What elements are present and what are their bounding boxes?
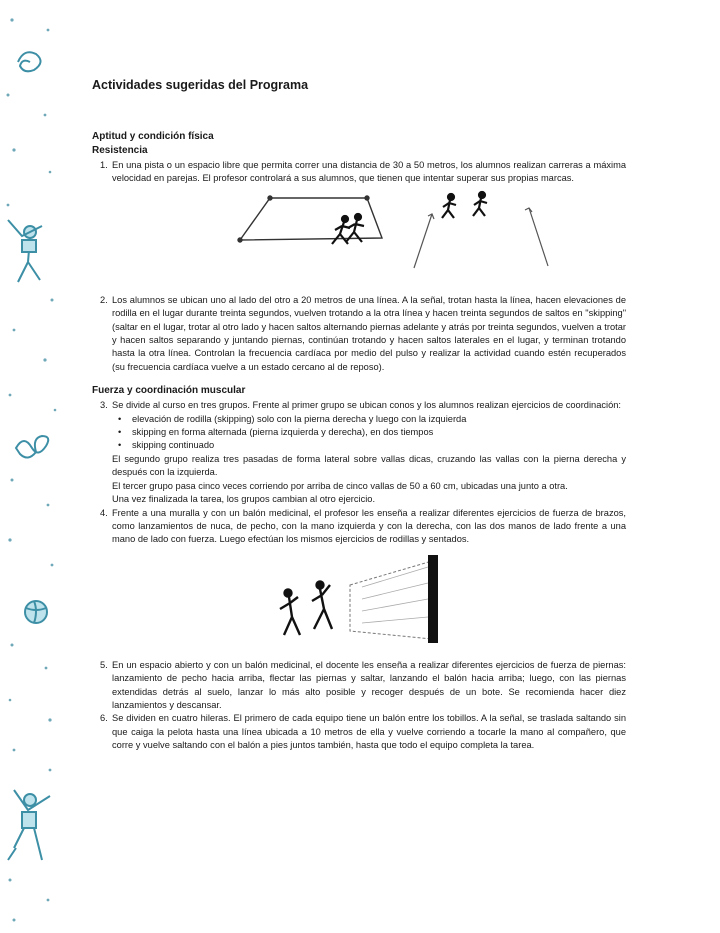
- subsection-heading: Resistencia: [92, 145, 148, 156]
- pretzel-icon: [16, 436, 48, 458]
- bullet-item: • skipping continuado: [118, 439, 626, 452]
- paragraph: El segundo grupo realiza tres pasadas de forma lateral sobre vallas dicas, cruzando las vallas con la pierna derecha y después con la izquierda.: [112, 453, 626, 478]
- activity-item: [92, 712, 626, 752]
- item-number: 5.: [100, 659, 108, 670]
- item-text: Los alumnos se ubican uno al lado del otro a 20 metros de una línea. A la señal, trotan hasta la línea, hacen elevaciones de rodilla en el lugar durante treinta segundos, vuelven trotando a la otra línea y hacen treinta segundos de saltos en "skipping" (saltar en el lugar, trotar al otro lado y hacen saltos alternando piernas adelante y atrás por treinta segundos, vuelven a trotar y hacen saltos separando y juntando piernas, continúan trotando y hacen saltos laterales en el lugar, y terminan trotando hasta la otra línea. Controlan la frecuencia cardíaca por medio del pulso y realizar la actividad cuando estén recuperados (su frecuencia cardíaca vuelve a un estado cercano al de reposo).: [112, 294, 626, 372]
- item-text: Frente a una muralla y con un balón medicinal, el profesor les enseña a realizar diferentes ejercicios de fuerza de brazos, como lanzamientos de nuca, de pecho, con la mano izquierda y con la derecha, con las dos manos de lado frente a una mano de lado con fuerza. Luego efectúan los mismos ejercicios de rodillas y sentados.: [112, 507, 626, 545]
- figure-wall-throw: [92, 547, 626, 659]
- child-jumping-icon: [8, 790, 50, 860]
- direction-arrows: [414, 208, 548, 268]
- child-hanging-icon: [8, 220, 42, 282]
- activity-item: [92, 159, 626, 186]
- wall-icon: [350, 555, 438, 643]
- left-margin-decoration: [0, 0, 70, 933]
- doodle-icon: [18, 52, 41, 71]
- margin-dots: [7, 18, 57, 921]
- figure-running: [92, 186, 626, 294]
- section-heading: Aptitud y condición física: [92, 131, 214, 142]
- bullet-list: [92, 413, 626, 453]
- document-page: [92, 78, 626, 753]
- item-number: 6.: [100, 713, 108, 724]
- item-text: Se divide al curso en tres grupos. Frente al primer grupo se ubican conos y los alumnos realizan ejercicios de coordinación:: [112, 400, 622, 411]
- item-text: Se dividen en cuatro hileras. El primero de cada equipo tiene un balón entre los tobillos. A la señal, se traslada saltando sin que caiga la pelota hasta una línea ubicada a 10 metros de ella y vuelve corriendo a tocarle la mano al compañero, que corre y vuelve saltando con el balón a pies juntos también, hasta que todo el equipo completa la tarea.: [112, 713, 626, 751]
- paragraph: El tercer grupo pasa cinco veces corriendo por arriba de cinco vallas de 50 a 60 cm, ubicadas una junto a otra.: [112, 480, 568, 491]
- item-number: 2.: [100, 294, 108, 305]
- running-figures-icon: [332, 192, 487, 244]
- bullet-item: • skipping en forma alternada (pierna izquierda y derecha), en dos tiempos: [118, 426, 626, 439]
- item-number: 3.: [100, 400, 108, 411]
- item-text: En un espacio abierto y con un balón medicinal, el docente les enseña a realizar diferentes ejercicios de fuerza de piernas: lanzamiento de pecho hacia arriba, flectar las piernas y saltar, lanzando el balón hacia arriba; luego, con las piernas extendidas detrás al suelo, lanzar lo más alto posible y recoger después de un bote. Se recomienda hacer diez lanzamientos y descansar.: [112, 659, 626, 710]
- bullet-item: • elevación de rodilla (skipping) solo con la pierna derecha y luego con la izquierda: [118, 413, 626, 426]
- item-text: En una pista o un espacio libre que permita correr una distancia de 30 a 50 metros, los alumnos realizan carreras a máxima velocidad en parejas. El profesor controlará a sus alumnos, que tienen que intentar superar sus propias marcas.: [112, 160, 626, 184]
- subsection-heading: Fuerza y coordinación muscular: [92, 385, 246, 397]
- ball-icon: [25, 601, 47, 623]
- page-title: Actividades sugeridas del Programa: [92, 78, 309, 92]
- activity-item: [92, 659, 626, 713]
- item-number: 4.: [100, 507, 108, 518]
- activity-item: [92, 294, 626, 374]
- activity-item: [92, 507, 626, 547]
- throwing-figures-icon: [280, 581, 332, 635]
- activity-item: [92, 399, 626, 412]
- paragraph: Una vez finalizada la tarea, los grupos cambian al otro ejercicio.: [112, 494, 376, 505]
- item-number: 1.: [100, 160, 108, 170]
